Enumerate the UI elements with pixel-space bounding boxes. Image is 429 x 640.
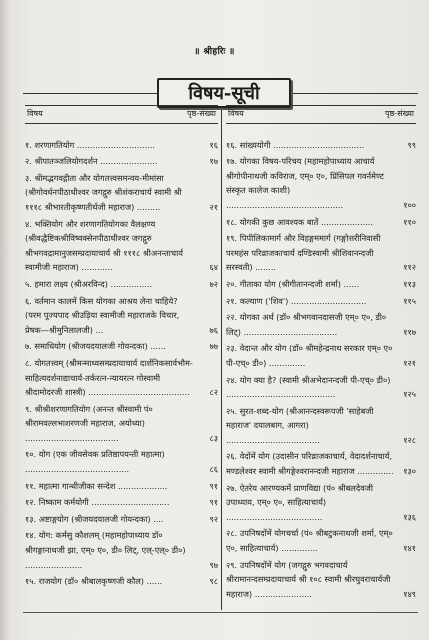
- entry-page-number: ११२: [403, 262, 416, 273]
- left-entry-list: [25, 138, 218, 589]
- entry-title: १९. पिपीलिकामार्ग और विहङ्गममार्ग (गङ्गोत्तरीनिवासी परमहंस परिव्राजकाचार्य दण्डिस्वामी श्रीशिवानन्दजी सरस्वती) ........: [226, 233, 381, 273]
- entry-page-number: ११०: [403, 216, 416, 227]
- entry-title: २३. वेदान्त और योग (डॉ० श्रीमहेन्द्रनाथ सरकार एम्० ए० पी-एच्० डी०) ..............: [226, 343, 393, 368]
- column-divider: [221, 110, 222, 610]
- entry-page-number: ७७: [209, 341, 218, 352]
- entry-page-number: १६: [209, 139, 218, 150]
- entry-title: १७. योगका विषय-परिचय (महामहोपाध्याय आचार्य श्रीगोपीनाथजी कविराज, एम्० ए०, प्रिंसिपल गवर्नमेण्ट संस्कृत कालेज काशी) .............................................: [226, 156, 384, 210]
- toc-entry: [25, 574, 218, 589]
- page-number-heading: पृष्ठ-संख्या: [385, 109, 414, 118]
- entry-title: २. श्रीपातञ्जलियोगदर्शन ......................: [25, 156, 158, 167]
- entry-title: २६. वेदोंमें योग (उदासीन परिव्राजकाचार्य, वेदादर्शनाचार्य, मण्डलेश्वर स्वामी श्रीगङ्गेश्वरानन्दजी महाराज ..............: [226, 451, 394, 477]
- entry-page-number: २१: [209, 201, 218, 212]
- left-column-header: [25, 105, 218, 124]
- entry-page-number: १२१: [403, 357, 416, 368]
- book-binding-edge: [0, 0, 10, 640]
- entry-title: १४. योग: कर्मसु कौशलम् (महामहोपाध्याय डॉ० श्रीगङ्गानाथजी झा, एम्० ए०, डी० लिट्, एल्-एल्० डी०) ......................: [25, 530, 186, 570]
- entry-page-number: ११७: [403, 326, 416, 337]
- toc-entry: [226, 481, 416, 525]
- toc-entry: [25, 154, 218, 169]
- entry-title: २०. गीताका योग (श्रीगीतानन्दजी शर्मा) ......: [226, 278, 360, 289]
- entry-title: १२. निष्काम कर्मयोगी ..............................: [25, 497, 170, 508]
- toc-entry: [25, 277, 218, 292]
- entry-page-number: १३०: [403, 466, 416, 477]
- entry-page-number: ९२: [209, 513, 218, 524]
- entry-title: २१. कल्याण ('शिव') .............................: [226, 295, 367, 306]
- entry-page-number: ६४: [209, 262, 218, 273]
- entry-page-number: ७६: [209, 324, 218, 335]
- entry-title: ६. वर्तमान कालमें किस योगका आश्रय लेना चाहिये? (परम पूज्यपाद श्रीउड़िया स्वामीजी महाराजके विचार, प्रेषक—श्रीमुनिलालजी) ...: [25, 295, 180, 335]
- entry-title: २५. सुरत-शब्द-योग (श्रीआनन्दस्वरूपजी 'साहेबजी महाराज' दयालबाग, आगरा) ....................................: [226, 405, 374, 445]
- toc-entry: [25, 528, 218, 572]
- subject-heading: विषय: [27, 109, 43, 118]
- toc-entry: [25, 356, 218, 400]
- entry-page-number: १७: [209, 156, 218, 167]
- toc-entry: [226, 138, 416, 153]
- right-column: [226, 105, 416, 603]
- toc-entry: [226, 294, 416, 309]
- entry-page-number: १२८: [403, 434, 416, 445]
- toc-entry: [226, 277, 416, 292]
- entry-title: १३. अष्टाङ्गयोग (श्रीजयदयालजी गोयन्दका) ....: [25, 513, 164, 524]
- entry-page-number: ७२: [209, 278, 218, 289]
- right-entry-list: [226, 138, 416, 602]
- toc-entry: [226, 526, 416, 555]
- toc-entry: [226, 341, 416, 370]
- entry-page-number: १४९: [403, 588, 416, 599]
- page-title: विषय-सूची: [157, 78, 291, 108]
- entry-page-number: ८२: [209, 387, 218, 398]
- entry-title: २८. उपनिषदोंमें योगचर्चा (पं० श्रीबटुकनाथजी शर्मा, एम्० ए०, साहित्याचार्य) ..............: [226, 528, 393, 554]
- entry-title: ११. महात्मा गान्धीजीका सन्देश ...................: [25, 480, 168, 491]
- toc-entry: [25, 479, 218, 494]
- toc-entry: [226, 215, 416, 230]
- entry-page-number: ११५: [403, 295, 416, 306]
- toc-entry: [25, 217, 218, 275]
- entry-page-number: ९७: [209, 559, 218, 570]
- toc-entry: [25, 402, 218, 446]
- toc-entry: [226, 404, 416, 448]
- entry-page-number: ९१: [209, 497, 218, 508]
- toc-entry: [25, 447, 218, 476]
- toc-entry: [25, 171, 218, 215]
- toc-entry: [226, 373, 416, 402]
- entry-page-number: ११३: [403, 278, 416, 289]
- entry-title: ५. हमारा लक्ष्य (श्रीअरविन्द) ................: [25, 278, 153, 289]
- entry-page-number: ९९: [407, 139, 416, 150]
- entry-page-number: १३६: [403, 511, 416, 522]
- entry-page-number: ८३: [209, 432, 218, 443]
- entry-title: १८. योगकी कुछ आवश्यक बातें ....................: [226, 216, 373, 227]
- bottom-rule: [23, 612, 418, 613]
- toc-entry: [226, 310, 416, 339]
- page-number-heading: पृष्ठ-संख्या: [187, 109, 216, 118]
- page-header: ॥ श्रीहरिः ॥: [194, 47, 235, 57]
- subject-heading: विषय: [228, 109, 244, 118]
- entry-title: ७. समाधियोग (श्रीजयदयालजी गोयन्दका) ......: [25, 341, 166, 352]
- entry-title: २२. योगका अर्थ (डॉ० श्रीभगवानदासजी एम्० ए०, डी० लिट्) ....................................: [226, 312, 387, 337]
- toc-entry: [226, 231, 416, 275]
- entry-title: २७. ऐतरेय आरण्यकमें प्राणविद्या (पं० श्रीबलदेवजी उपाध्याय, एम्० ए०, साहित्याचार्य) .....................................: [226, 482, 373, 522]
- entry-page-number: १२५: [403, 389, 416, 400]
- toc-entry: [25, 294, 218, 338]
- entry-title: १. शरणागतियोग ..............................: [25, 139, 155, 150]
- left-column: [25, 105, 218, 591]
- entry-page-number: ९८: [209, 576, 218, 587]
- entry-title: २४. योग क्या है? (स्वामी श्रीअभेदानन्दजी पी-एच्० डी०) ..........................................: [226, 374, 391, 400]
- entry-page-number: ९१: [209, 480, 218, 491]
- entry-title: ३. श्रीमद्भगवद्गीता और योगतत्त्वसमन्वय-मीमांसा (श्रीगोवर्धनपीठाधीश्वर जगद्गुरु श्रीशंकराचार्य स्वामी श्री १११८ श्रीभारतीकृष्णतीर्थजी महाराज) .........: [25, 172, 182, 212]
- entry-title: २९. उपनिषदोंमें योग (जगद्गुरु भगवदाचार्य श्रीरामानन्दसम्प्रदायाचार्य श्री १०८ स्वामी श्रीरघुवराचार्यजी महाराज) ......................: [226, 559, 391, 599]
- entry-title: ९. श्रीश्रीशरणागतियोग (अनन्त श्रीस्वामी पं० श्रीरामवल्लभाशरणजी महाराज, अयोध्या) ....................................: [25, 403, 153, 443]
- toc-entry: [226, 558, 416, 602]
- entry-title: १५. राजयोग (डॉ० श्रीबालकृष्णजी कौल) ......: [25, 576, 163, 587]
- toc-entry: [25, 339, 218, 354]
- entry-title: ८. योगतत्त्वम् (श्रीमन्माध्वसम्प्रदायाचार्य दार्शनिकसार्वभौम-साहित्यदर्शनाद्याचार्य-तर्करत्न-न्यायरत्न गोस्वामी श्रीदामोदरजी शास्त्री) .......................................: [25, 357, 193, 398]
- right-column-header: [226, 105, 416, 124]
- toc-entry: [25, 512, 218, 527]
- entry-page-number: १४१: [403, 543, 416, 554]
- toc-entry: [25, 138, 218, 153]
- entry-page-number: १००: [403, 199, 416, 210]
- entry-title: १०. योग (एक जीवसेवक प्रतिष्ठापयन्ती महात्मा) ........................................: [25, 449, 165, 475]
- entry-title: १६. सांख्ययोगी ...................................: [226, 139, 365, 150]
- toc-entry: [226, 154, 416, 212]
- entry-page-number: ८६: [209, 464, 218, 475]
- toc-entry: [226, 449, 416, 478]
- toc-entry: [25, 495, 218, 510]
- entry-title: ४. भक्तियोग और शरणागतियोगका वैलक्षण्य (श्रीवद्धैष्टिकश्रीविष्वक्सेनपीठाधीश्वर जगद्गुरु श्रीभगवद्रामानुजसम्प्रदायाचार्य श्री १११८ श्रीअनन्ताचार्य स्वामीजी महाराज) ............: [25, 218, 183, 273]
